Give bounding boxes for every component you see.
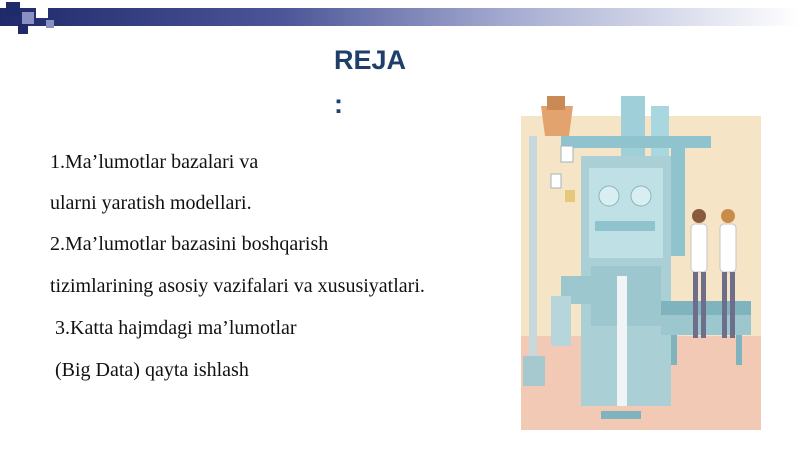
slide-title: REJA :	[334, 45, 407, 119]
plan-item-3-line-1: 3.Katta hajmdagi ma’lumotlar	[50, 317, 297, 339]
header-gradient-bar	[0, 8, 800, 26]
corner-decoration	[0, 0, 70, 40]
plan-item-1-line-2: ularni yaratish modellari.	[50, 192, 252, 214]
plan-item-3-line-2: (Big Data) qayta ishlash	[50, 359, 249, 381]
plan-item-2-line-2: tizimlarining asosiy vazifalari va xususiyatlari.	[50, 275, 425, 297]
plan-item-2-line-1: 2.Ma’lumotlar bazasini boshqarish	[50, 233, 329, 255]
data-factory-illustration-icon	[521, 96, 761, 430]
plan-item-1-line-1: 1.Ma’lumotlar bazalari va	[50, 151, 259, 173]
